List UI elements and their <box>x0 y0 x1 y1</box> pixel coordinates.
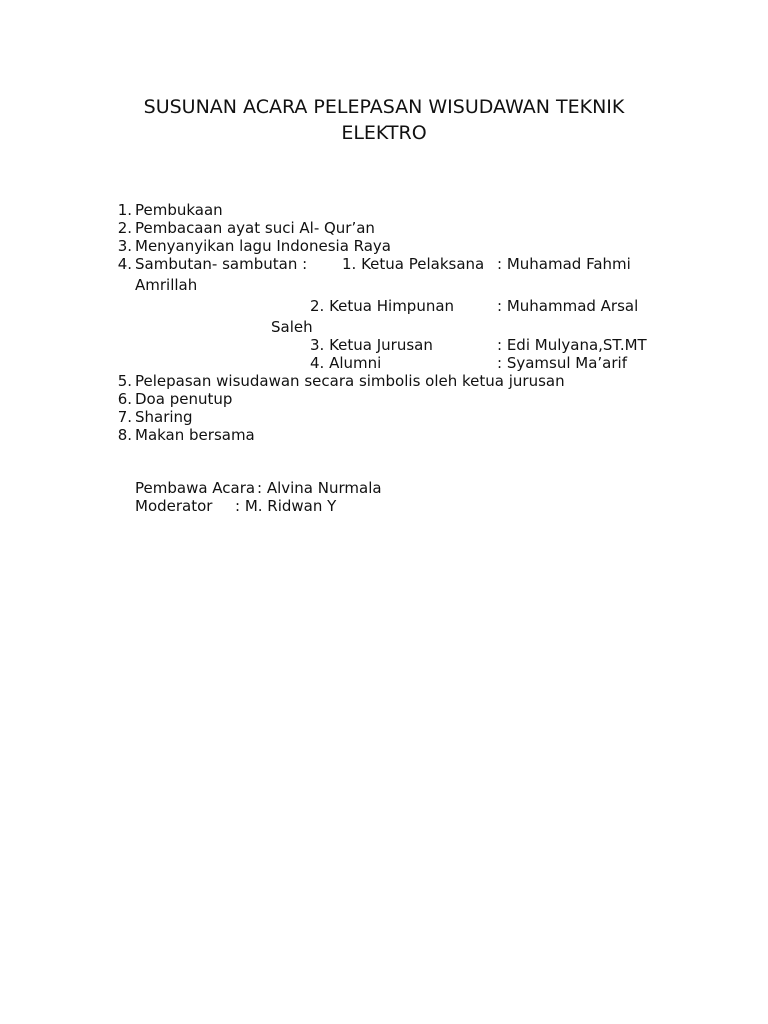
speech-name: : Syamsul Ma’arif <box>497 354 627 372</box>
item-text: Menyanyikan lagu Indonesia Raya <box>135 237 392 255</box>
item-number: 2. <box>117 219 132 237</box>
item-number: 7. <box>117 408 132 426</box>
mc-value: : Alvina Nurmala <box>257 479 382 497</box>
moderator-value: : M. Ridwan Y <box>235 497 337 515</box>
item-number: 6. <box>117 390 132 408</box>
speech-role: 2. Ketua Himpunan <box>310 297 455 315</box>
agenda-list <box>0 201 768 444</box>
speech-continuation-row <box>0 315 768 336</box>
item-text: Sharing <box>135 408 193 426</box>
agenda-item <box>0 408 768 426</box>
item-number: 3. <box>117 237 132 255</box>
agenda-item <box>0 426 768 444</box>
item-text: Pembacaan ayat suci Al- Qur’an <box>135 219 375 237</box>
speech-name-continuation: Amrillah <box>135 276 198 294</box>
speech-role: 1. Ketua Pelaksana <box>342 255 485 273</box>
speech-role: 4. Alumni <box>310 354 382 372</box>
speech-row <box>0 294 768 315</box>
item-number: 5. <box>117 372 132 390</box>
item-text: Makan bersama <box>135 426 255 444</box>
speech-row <box>0 336 768 354</box>
speech-continuation-row <box>0 273 768 294</box>
speech-role: 3. Ketua Jurusan <box>310 336 433 354</box>
mc-label: Pembawa Acara <box>135 479 256 497</box>
item-number: 1. <box>117 201 132 219</box>
item-text: Sambutan- sambutan : <box>135 255 308 273</box>
agenda-item <box>0 219 768 237</box>
speech-row <box>0 354 768 372</box>
title-line-1: SUSUNAN ACARA PELEPASAN WISUDAWAN TEKNIK <box>143 96 625 118</box>
agenda-item <box>0 372 768 390</box>
item-number: 8. <box>117 426 132 444</box>
moderator-label: Moderator <box>135 497 213 515</box>
speech-name: : Muhamad Fahmi <box>497 255 631 273</box>
agenda-item <box>0 201 768 219</box>
speech-name-continuation: Saleh <box>271 318 313 336</box>
document-title <box>0 94 768 146</box>
agenda-item <box>0 390 768 408</box>
item-text: Pembukaan <box>135 201 223 219</box>
speech-name: : Muhammad Arsal <box>497 297 639 315</box>
agenda-item <box>0 237 768 255</box>
speech-name: : Edi Mulyana,ST.MT <box>497 336 647 354</box>
agenda-item <box>0 255 768 273</box>
item-text: Pelepasan wisudawan secara simbolis oleh ketua jurusan <box>135 372 565 390</box>
item-text: Doa penutup <box>135 390 233 408</box>
item-number: 4. <box>117 255 132 273</box>
title-line-2: ELEKTRO <box>341 122 427 144</box>
